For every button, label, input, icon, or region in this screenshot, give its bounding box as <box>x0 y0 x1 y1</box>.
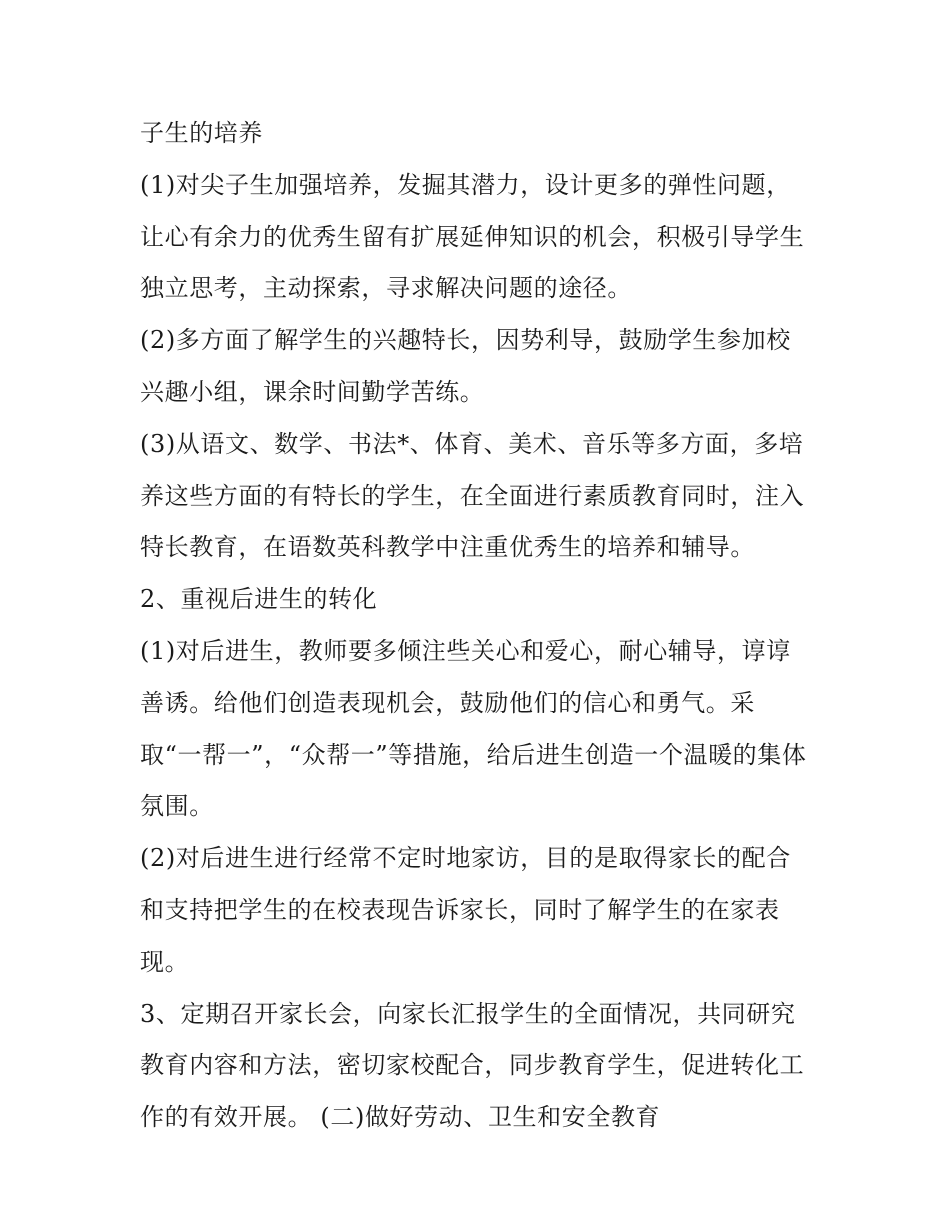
text-line: (3)从语文、数学、书法*、体育、美术、音乐等多方面，多培 <box>140 429 804 458</box>
text-line: 善诱。给他们创造表现机会，鼓励他们的信心和勇气。采 <box>140 688 755 717</box>
text-line: 作的有效开展。 (二)做好劳动、卫生和安全教育 <box>140 1103 661 1132</box>
text-line: 取“一帮一”，“众帮一”等措施，给后进生创造一个温暖的集体 <box>140 740 807 769</box>
text-line: (2)对后进生进行经常不定时地家访，目的是取得家长的配合 <box>140 844 791 873</box>
text-line: 独立思考，主动探索，寻求解决问题的途径。 <box>140 274 632 303</box>
text-line: (1)对尖子生加强培养，发掘其潜力，设计更多的弹性问题， <box>140 170 791 199</box>
text-line: 让心有余力的优秀生留有扩展延伸知识的机会，积极引导学生 <box>140 222 805 251</box>
text-line: 养这些方面的有特长的学生，在全面进行素质教育同时，注入 <box>140 481 805 510</box>
text-line: 氛围。 <box>140 792 214 821</box>
text-line: 子生的培养 <box>140 119 263 147</box>
section-heading: 2、重视后进生的转化 <box>140 585 378 614</box>
text-line: 教育内容和方法，密切家校配合，同步教育学生，促进转化工 <box>140 1051 805 1080</box>
text-line: (1)对后进生，教师要多倾注些关心和爱心，耐心辅导，谆谆 <box>140 636 791 665</box>
text-line: 特长教育，在语数英科教学中注重优秀生的培养和辅导。 <box>140 533 755 562</box>
document-body <box>140 108 820 1144</box>
text-line: (2)多方面了解学生的兴趣特长，因势利导，鼓励学生参加校 <box>140 326 791 355</box>
text-line: 现。 <box>140 947 190 976</box>
text-line: 3、定期召开家长会，向家长汇报学生的全面情况，共同研究 <box>140 999 796 1028</box>
text-line: 兴趣小组，课余时间勤学苦练。 <box>140 377 485 406</box>
text-line: 和支持把学生的在校表现告诉家长，同时了解学生的在家表 <box>140 895 780 924</box>
